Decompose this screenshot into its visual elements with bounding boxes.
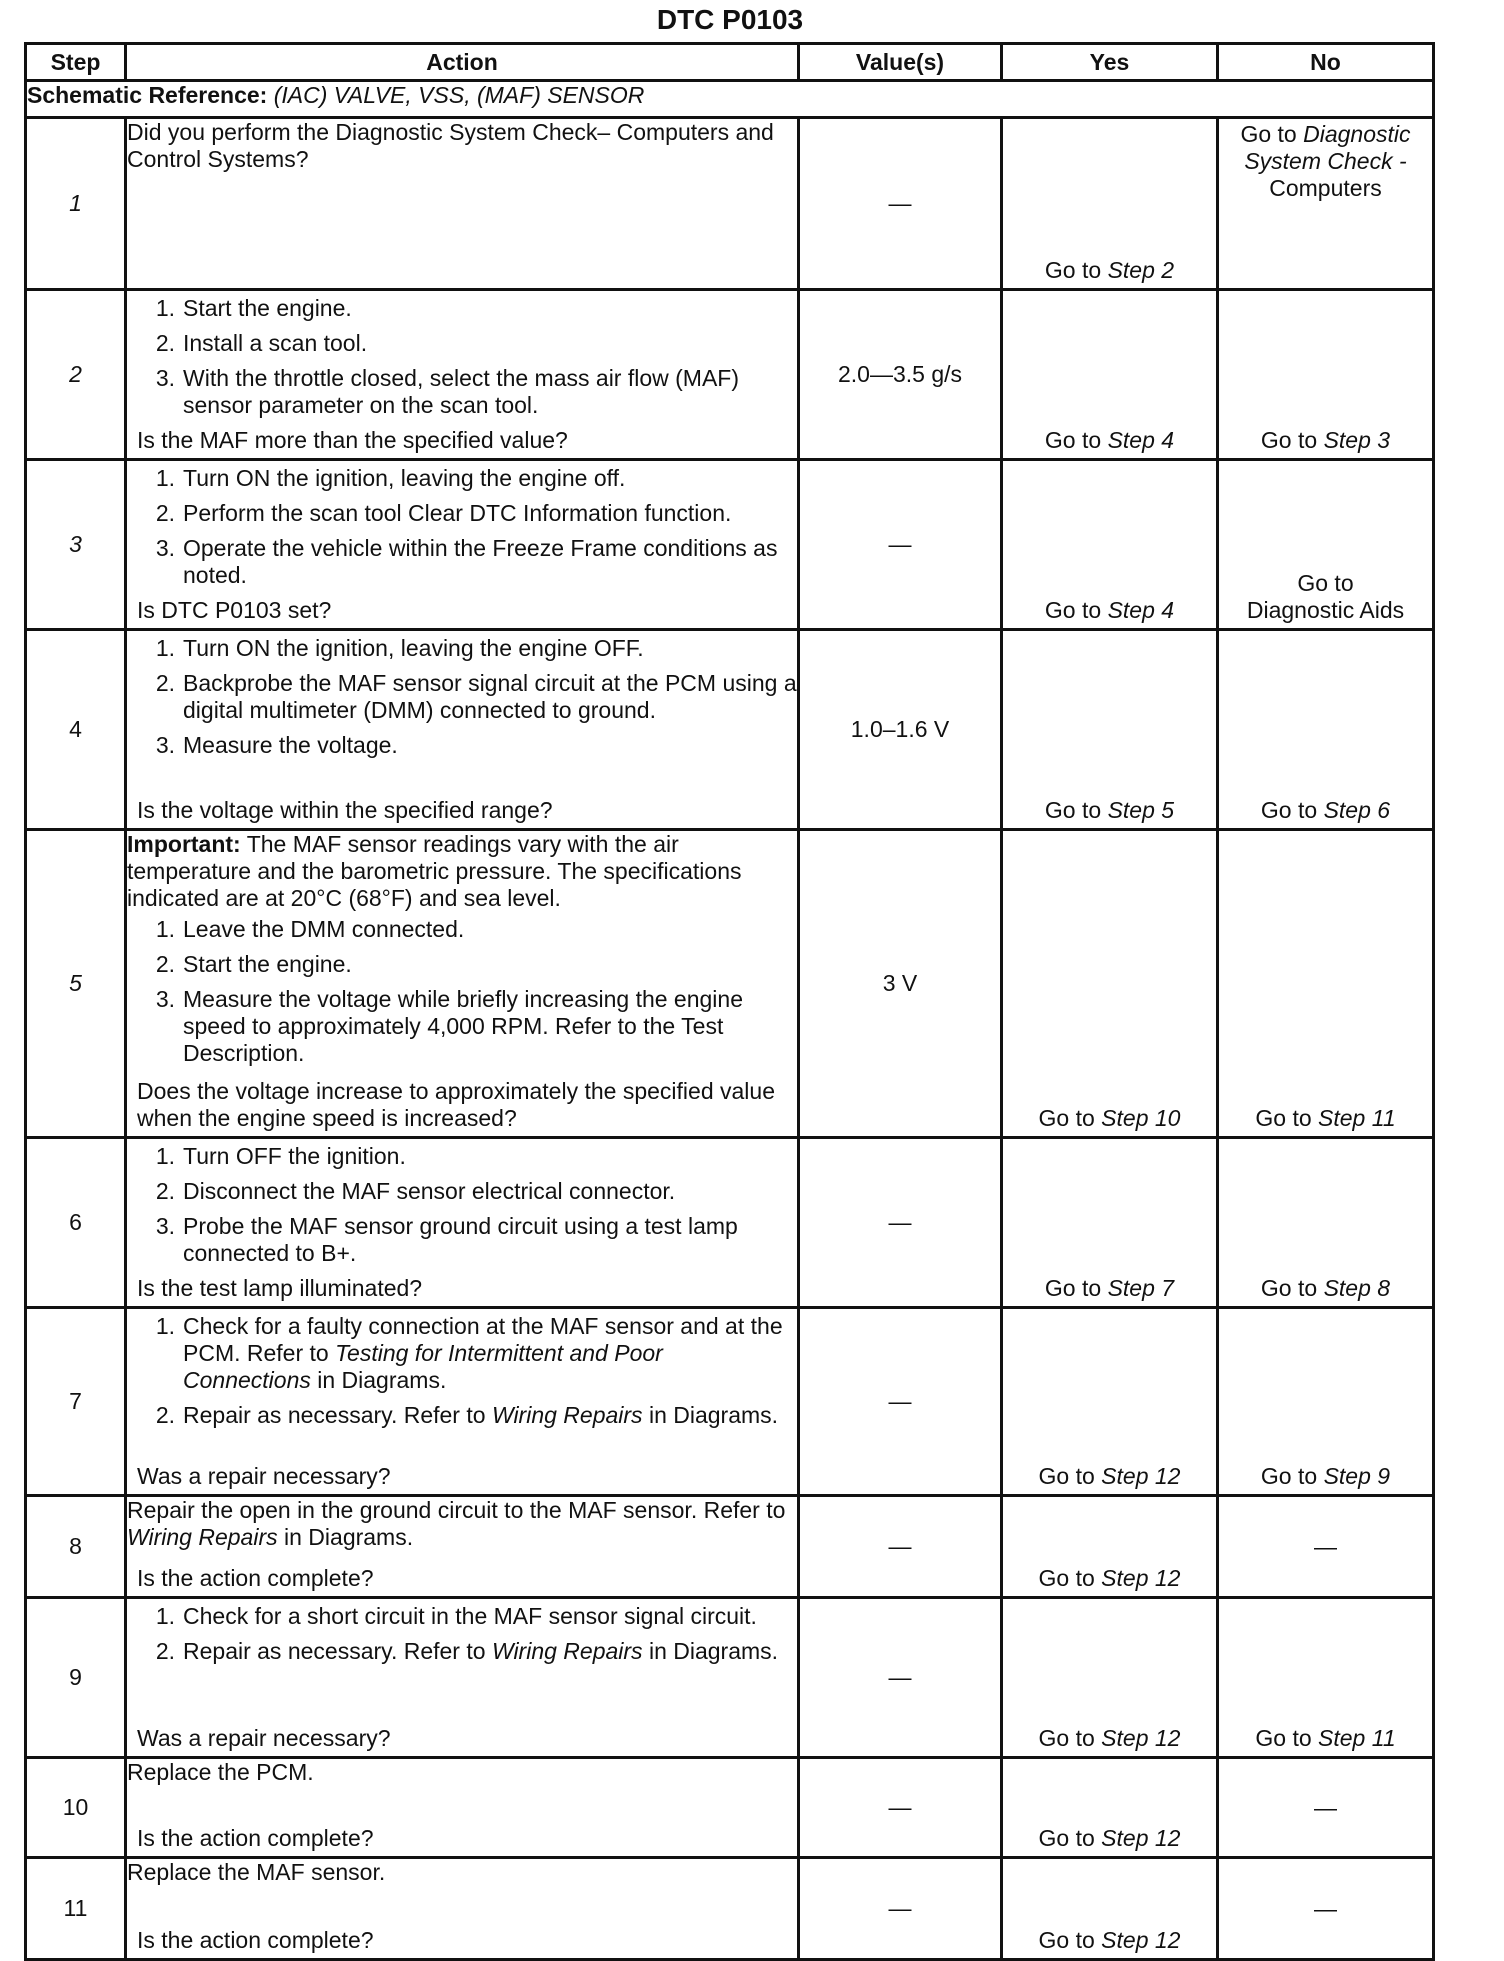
yes-text: Go to — [1044, 1275, 1108, 1301]
yes-ref: Step 12 — [1101, 1927, 1181, 1953]
list-item — [127, 916, 797, 943]
value-cell: — — [799, 1308, 1002, 1496]
no-action — [1219, 1533, 1432, 1560]
yes-text: Go to — [1038, 1463, 1102, 1489]
step-number: 11 — [26, 1858, 126, 1960]
item-ref: Testing for Intermittent and Poor Connections — [183, 1340, 663, 1393]
no-cell — [1218, 1858, 1434, 1960]
yes-text: Go to — [1044, 797, 1108, 823]
schematic-label: Schematic Reference: — [27, 82, 268, 108]
no-action — [1219, 1105, 1432, 1132]
table-row — [26, 1308, 1434, 1496]
yes-ref: Step 10 — [1101, 1105, 1181, 1131]
yes-cell — [1002, 1758, 1218, 1858]
no-text: Go to — [1255, 1725, 1319, 1751]
no-cell — [1218, 630, 1434, 830]
item-ref: Wiring Repairs — [491, 1638, 643, 1664]
no-action — [1219, 1275, 1432, 1302]
procedure-list — [127, 635, 797, 759]
item-post: in Diagrams. — [642, 1638, 779, 1664]
table-row — [26, 1758, 1434, 1858]
no-cell — [1218, 1598, 1434, 1758]
no-text: Go to — [1260, 1463, 1324, 1489]
item-text: Start the engine. — [183, 295, 352, 321]
list-item — [127, 295, 797, 322]
item-text: Backprobe the MAF sensor signal circuit at the PCM using a digital multimeter (DMM) connected to ground. — [183, 670, 797, 723]
value-cell: — — [799, 460, 1002, 630]
yes-cell — [1002, 460, 1218, 630]
schematic-reference-row — [26, 81, 1434, 118]
yes-cell — [1002, 1598, 1218, 1758]
header-action: Action — [126, 44, 799, 81]
no-ref: Step 11 — [1318, 1105, 1396, 1131]
table-row — [26, 290, 1434, 460]
item-text: Turn ON the ignition, leaving the engine OFF. — [183, 635, 644, 661]
table-row — [26, 830, 1434, 1138]
no-text: — — [1314, 1794, 1337, 1820]
intro-text: The MAF sensor readings vary with the air temperature and the barometric pressure. The specifications indicated are at 20°C (68°F) and sea level. — [127, 831, 742, 911]
item-ref: Wiring Repairs — [491, 1402, 643, 1428]
item-number: 1. — [155, 635, 175, 661]
item-number: 3. — [155, 986, 175, 1012]
no-cell — [1218, 1758, 1434, 1858]
no-cell — [1218, 1496, 1434, 1598]
no-text: Go to — [1260, 1275, 1324, 1301]
item-text: Operate the vehicle within the Freeze Frame conditions as noted. — [183, 535, 778, 588]
list-item — [127, 635, 797, 662]
item-number: 2. — [155, 500, 175, 526]
item-number: 3. — [155, 365, 175, 391]
list-item — [127, 732, 797, 759]
item-number: 3. — [155, 732, 175, 758]
no-action — [1219, 1895, 1432, 1922]
intro-text: Repair the open in the ground circuit to the MAF sensor. Refer to — [127, 1497, 786, 1523]
item-number: 2. — [155, 1178, 175, 1204]
item-number: 1. — [155, 1143, 175, 1169]
value-cell: 1.0–1.6 V — [799, 630, 1002, 830]
yes-cell — [1002, 290, 1218, 460]
list-item — [127, 670, 797, 724]
item-text: Measure the voltage. — [183, 732, 398, 758]
list-item — [127, 951, 797, 978]
step-number: 7 — [26, 1308, 126, 1496]
item-number: 2. — [155, 330, 175, 356]
yes-ref: Step 12 — [1101, 1825, 1181, 1851]
intro-post: in Diagrams. — [277, 1524, 414, 1550]
no-text: Go to — [1240, 121, 1304, 147]
item-post: in Diagrams. — [642, 1402, 779, 1428]
item-text: Turn OFF the ignition. — [183, 1143, 406, 1169]
item-number: 2. — [155, 1638, 175, 1664]
action-cell — [126, 1138, 799, 1308]
yes-ref: Step 5 — [1107, 797, 1175, 823]
procedure-list — [127, 465, 797, 589]
action-cell — [126, 290, 799, 460]
no-action — [1219, 427, 1432, 454]
no-action — [1219, 797, 1432, 824]
yes-ref: Step 4 — [1107, 427, 1175, 453]
action-cell — [126, 1496, 799, 1598]
list-item — [127, 986, 797, 1067]
item-text: With the throttle closed, select the mass air flow (MAF) sensor parameter on the scan tool. — [183, 365, 740, 418]
no-cell — [1218, 830, 1434, 1138]
yes-cell — [1002, 1858, 1218, 1960]
no-cell — [1218, 290, 1434, 460]
yes-action — [1003, 257, 1216, 284]
yes-ref: Step 12 — [1101, 1725, 1181, 1751]
action-cell — [126, 460, 799, 630]
action-cell — [126, 118, 799, 290]
item-number: 1. — [155, 465, 175, 491]
action-question: Is the voltage within the specified range? — [137, 797, 553, 823]
list-item — [127, 1313, 797, 1394]
item-text: Repair as necessary. Refer to — [183, 1402, 492, 1428]
yes-action — [1003, 1565, 1216, 1592]
list-item — [127, 465, 797, 492]
action-intro — [127, 1859, 797, 1886]
yes-ref: Step 2 — [1107, 257, 1175, 283]
no-ref: Step 9 — [1323, 1463, 1391, 1489]
action-cell — [126, 1598, 799, 1758]
diagnostic-table — [24, 42, 1435, 1961]
table-row — [26, 630, 1434, 830]
yes-cell — [1002, 1496, 1218, 1598]
no-action — [1219, 121, 1432, 202]
item-number: 1. — [155, 916, 175, 942]
page-title: DTC P0103 — [656, 4, 804, 35]
yes-action — [1003, 1927, 1216, 1954]
no-cell — [1218, 460, 1434, 630]
yes-cell — [1002, 118, 1218, 290]
item-number: 1. — [155, 295, 175, 321]
yes-action — [1003, 1825, 1216, 1852]
action-intro — [127, 831, 797, 912]
item-post: in Diagrams. — [310, 1367, 447, 1393]
action-intro — [127, 119, 797, 173]
procedure-list — [127, 1603, 797, 1665]
no-cell — [1218, 1138, 1434, 1308]
no-action — [1219, 1794, 1432, 1821]
action-cell — [126, 1758, 799, 1858]
item-text: Turn ON the ignition, leaving the engine off. — [183, 465, 626, 491]
header-values: Value(s) — [799, 44, 1002, 81]
item-text: Measure the voltage while briefly increasing the engine speed to approximately 4,000 RPM. Refer to the Test Description. — [183, 986, 743, 1066]
item-number: 2. — [155, 670, 175, 696]
procedure-list — [127, 1143, 797, 1267]
action-question: Was a repair necessary? — [137, 1463, 391, 1489]
value-cell: 3 V — [799, 830, 1002, 1138]
table-row — [26, 118, 1434, 290]
item-text: Perform the scan tool Clear DTC Information function. — [183, 500, 732, 526]
schematic-value: (IAC) VALVE, VSS, (MAF) SENSOR — [273, 82, 645, 108]
yes-text: Go to — [1038, 1105, 1102, 1131]
yes-action — [1003, 1105, 1216, 1132]
value-cell: — — [799, 1758, 1002, 1858]
yes-text: Go to — [1044, 257, 1108, 283]
value-cell: — — [799, 1138, 1002, 1308]
list-item — [127, 1402, 797, 1429]
no-ref: Diagnostic System Check - — [1244, 121, 1411, 174]
step-number: 9 — [26, 1598, 126, 1758]
item-number: 1. — [155, 1313, 175, 1339]
yes-ref: Step 12 — [1101, 1565, 1181, 1591]
procedure-list — [127, 295, 797, 419]
yes-ref: Step 7 — [1107, 1275, 1175, 1301]
value-cell: 2.0—3.5 g/s — [799, 290, 1002, 460]
item-number: 3. — [155, 535, 175, 561]
yes-text: Go to — [1038, 1825, 1102, 1851]
action-question: Is the action complete? — [137, 1825, 374, 1851]
item-text: Repair as necessary. Refer to — [183, 1638, 492, 1664]
no-post: Diagnostic Aids — [1246, 597, 1405, 623]
no-ref: Step 8 — [1323, 1275, 1391, 1301]
yes-action — [1003, 1725, 1216, 1752]
item-text: Check for a short circuit in the MAF sensor signal circuit. — [183, 1603, 757, 1629]
yes-text: Go to — [1038, 1927, 1102, 1953]
header-no: No — [1218, 44, 1434, 81]
table-row — [26, 1496, 1434, 1598]
yes-cell — [1002, 630, 1218, 830]
list-item — [127, 1603, 797, 1630]
header-step: Step — [26, 44, 126, 81]
yes-cell — [1002, 1308, 1218, 1496]
action-cell — [126, 1858, 799, 1960]
value-cell: — — [799, 118, 1002, 290]
step-number: 1 — [26, 118, 126, 290]
important-label: Important: — [127, 831, 241, 857]
table-row — [26, 1598, 1434, 1758]
no-text: — — [1314, 1895, 1337, 1921]
no-action — [1219, 570, 1432, 624]
procedure-list — [127, 1313, 797, 1429]
header-yes: Yes — [1002, 44, 1218, 81]
item-number: 3. — [155, 1213, 175, 1239]
value-cell: — — [799, 1598, 1002, 1758]
yes-action — [1003, 427, 1216, 454]
action-question: Was a repair necessary? — [137, 1725, 391, 1751]
yes-ref: Step 4 — [1107, 597, 1175, 623]
item-text: Disconnect the MAF sensor electrical connector. — [183, 1178, 676, 1204]
list-item — [127, 330, 797, 357]
list-item — [127, 1143, 797, 1170]
intro-text: Replace the MAF sensor. — [127, 1859, 386, 1885]
action-question: Is DTC P0103 set? — [137, 597, 332, 623]
intro-ref: Wiring Repairs — [127, 1524, 278, 1550]
value-cell: — — [799, 1496, 1002, 1598]
yes-ref: Step 12 — [1101, 1463, 1181, 1489]
header-row — [26, 44, 1434, 81]
step-number: 8 — [26, 1496, 126, 1598]
table-row — [26, 460, 1434, 630]
item-text: Start the engine. — [183, 951, 352, 977]
yes-action — [1003, 597, 1216, 624]
yes-action — [1003, 1275, 1216, 1302]
action-cell — [126, 830, 799, 1138]
no-text: Go to — [1260, 797, 1324, 823]
list-item — [127, 365, 797, 419]
step-number: 10 — [26, 1758, 126, 1858]
list-item — [127, 500, 797, 527]
action-intro — [127, 1497, 797, 1551]
item-text: Probe the MAF sensor ground circuit using a test lamp connected to B+. — [183, 1213, 738, 1266]
action-cell — [126, 630, 799, 830]
action-intro — [127, 1759, 797, 1786]
intro-text: Did you perform the Diagnostic System Check– Computers and Control Systems? — [127, 119, 774, 172]
value-cell: — — [799, 1858, 1002, 1960]
action-question: Is the action complete? — [137, 1927, 374, 1953]
yes-text: Go to — [1038, 1565, 1102, 1591]
no-text: Go to — [1297, 570, 1354, 596]
list-item — [127, 1213, 797, 1267]
no-ref: Step 11 — [1318, 1725, 1396, 1751]
no-cell — [1218, 1308, 1434, 1496]
no-cell — [1218, 118, 1434, 290]
item-text: Check for a faulty connection at the MAF sensor and at the PCM. Refer to — [183, 1313, 783, 1366]
step-number: 2 — [26, 290, 126, 460]
no-text: Go to — [1255, 1105, 1319, 1131]
no-post: Computers — [1269, 175, 1382, 201]
table-row — [26, 1138, 1434, 1308]
list-item — [127, 1638, 797, 1665]
item-number: 2. — [155, 1402, 175, 1428]
step-number: 5 — [26, 830, 126, 1138]
list-item — [127, 1178, 797, 1205]
yes-cell — [1002, 830, 1218, 1138]
no-ref: Step 6 — [1323, 797, 1391, 823]
action-cell — [126, 1308, 799, 1496]
yes-text: Go to — [1044, 597, 1108, 623]
yes-text: Go to — [1038, 1725, 1102, 1751]
item-number: 1. — [155, 1603, 175, 1629]
yes-action — [1003, 797, 1216, 824]
step-number: 6 — [26, 1138, 126, 1308]
no-action — [1219, 1725, 1432, 1752]
step-number: 3 — [26, 460, 126, 630]
action-question: Does the voltage increase to approximately the specified value when the engine speed is increased? — [137, 1078, 775, 1131]
procedure-list — [127, 916, 797, 1067]
action-question: Is the MAF more than the specified value? — [137, 427, 568, 453]
yes-text: Go to — [1044, 427, 1108, 453]
list-item — [127, 535, 797, 589]
step-number: 4 — [26, 630, 126, 830]
yes-action — [1003, 1463, 1216, 1490]
yes-cell — [1002, 1138, 1218, 1308]
item-text: Leave the DMM connected. — [183, 916, 465, 942]
item-text: Install a scan tool. — [183, 330, 368, 356]
no-text: — — [1314, 1533, 1337, 1559]
no-text: Go to — [1260, 427, 1324, 453]
item-number: 2. — [155, 951, 175, 977]
intro-text: Replace the PCM. — [127, 1759, 314, 1785]
action-question: Is the test lamp illuminated? — [137, 1275, 423, 1301]
table-row — [26, 1858, 1434, 1960]
action-question: Is the action complete? — [137, 1565, 374, 1591]
no-ref: Step 3 — [1323, 427, 1391, 453]
no-action — [1219, 1463, 1432, 1490]
